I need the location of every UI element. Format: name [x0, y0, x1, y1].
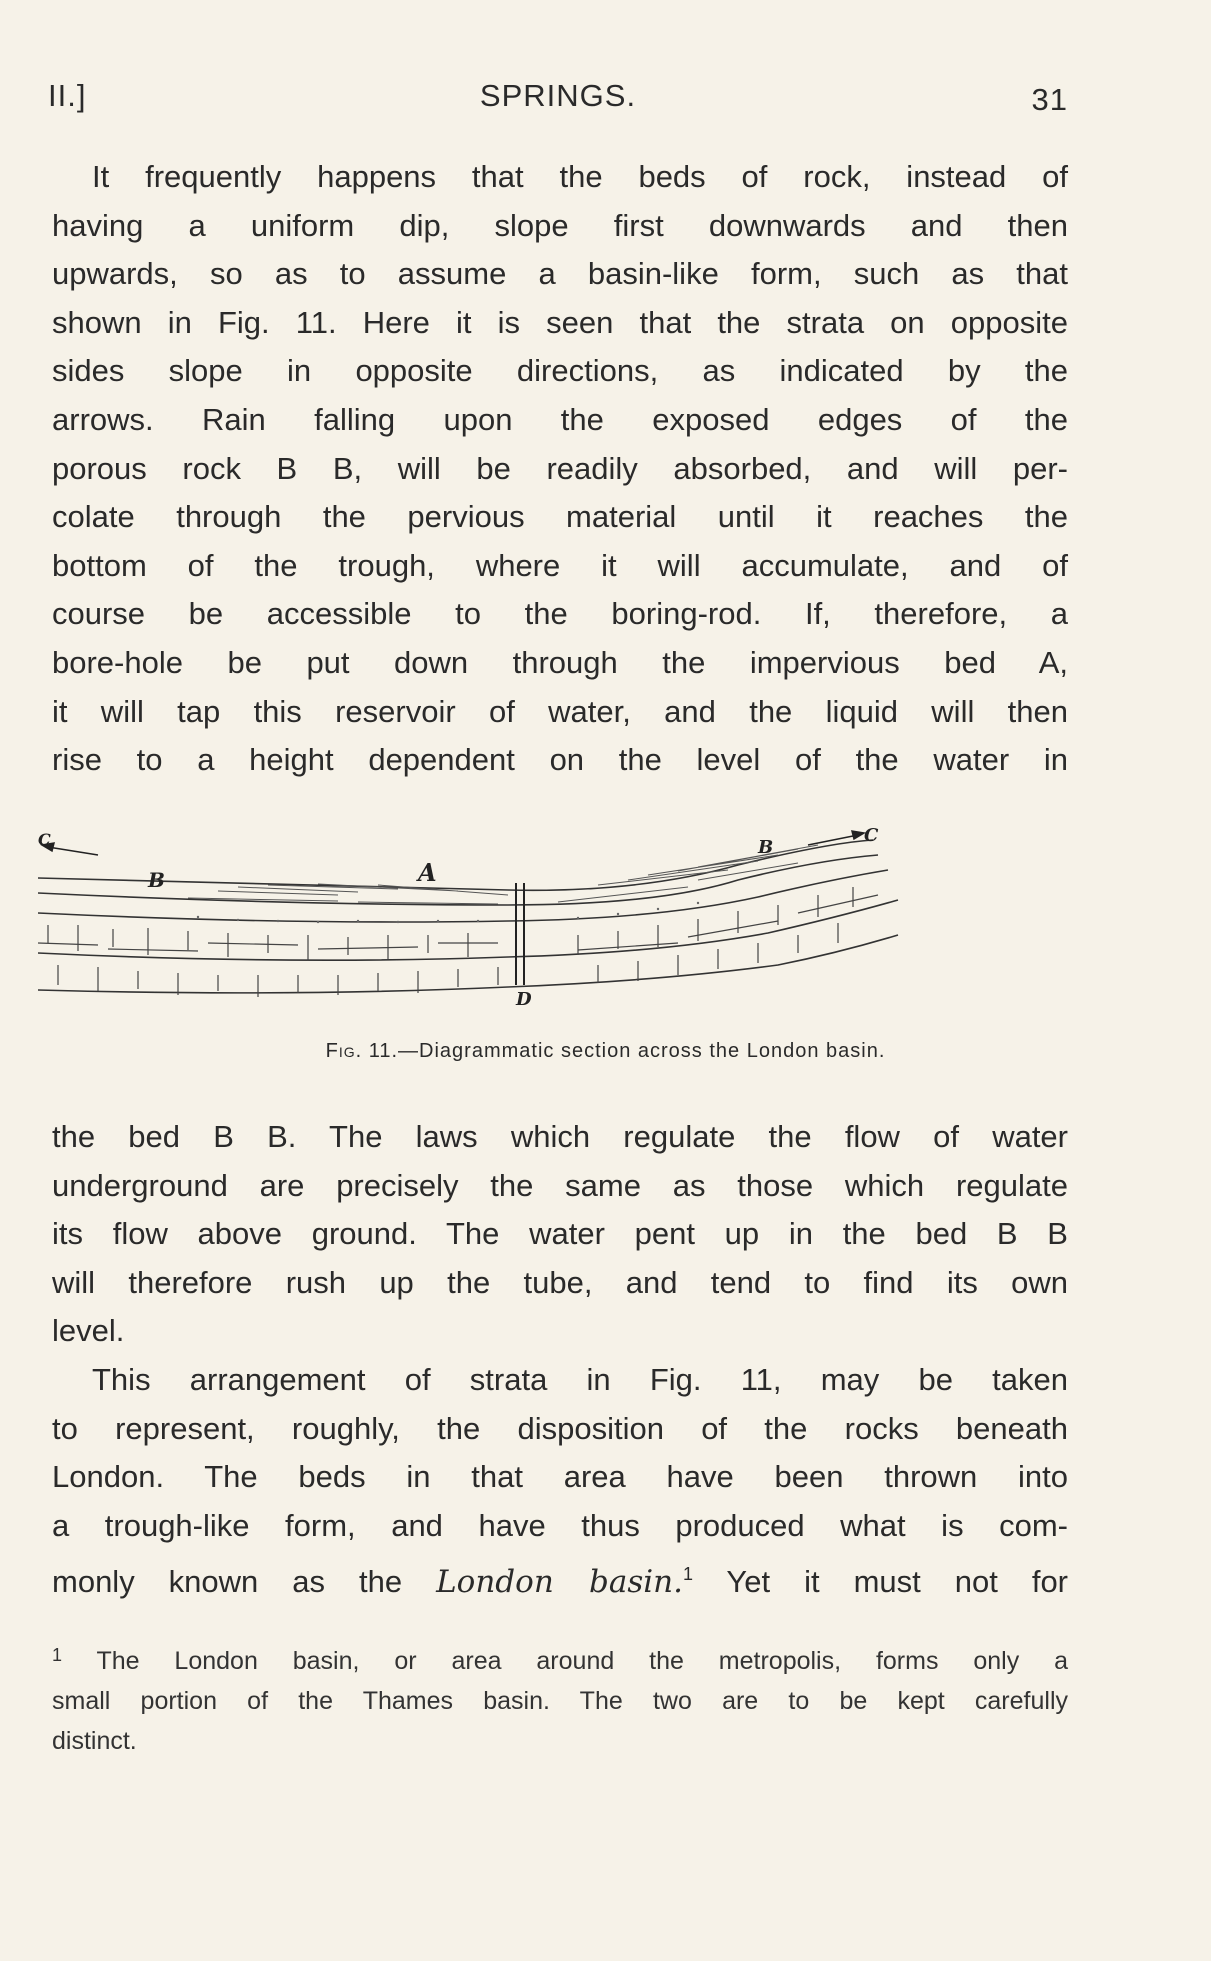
footnote-line: small portion of the Thames basin. The two are to be kept carefully — [52, 1687, 1068, 1715]
text-line: sides slope in opposite directions, as indicated by the — [52, 353, 1068, 389]
text-line: to represent, roughly, the disposition of the rocks beneath — [52, 1410, 1068, 1446]
footnote-mark: 1 — [52, 1645, 63, 1665]
text-segment: Yet it must not for — [693, 1564, 1069, 1600]
label-d: D — [516, 989, 532, 1010]
text-line: arrows. Rain falling upon the exposed edges of the — [52, 401, 1068, 437]
text-line: course be accessible to the boring-rod. If, therefore, a — [52, 596, 1068, 632]
text-line: shown in Fig. 11. Here it is seen that the strata on opposite — [52, 304, 1068, 340]
bore-hole-tube — [516, 883, 524, 985]
label-b-right: B — [758, 837, 774, 858]
text-line: bore-hole be put down through the impervious bed A, — [52, 644, 1068, 680]
paragraph-1 — [52, 153, 1068, 785]
text-line: level. — [52, 1313, 125, 1349]
figure-number: Fig. 11. — [325, 1040, 399, 1062]
label-c-right: C — [864, 825, 879, 846]
text-line: it will tap this reservoir of water, and the liquid will then — [52, 693, 1068, 729]
paragraph-2 — [52, 1113, 1068, 1356]
flow-arrows — [42, 831, 864, 855]
page-number: 31 — [1031, 82, 1068, 117]
text-line: colate through the pervious material until it reaches the — [52, 499, 1068, 535]
text-segment: monly known as the — [52, 1564, 437, 1600]
text-line: its flow above ground. The water pent up in the bed B B — [52, 1216, 1068, 1252]
running-title: SPRINGS. — [479, 78, 637, 113]
chapter-number: II.] — [48, 78, 87, 113]
paragraph-3 — [52, 1356, 1068, 1599]
text-line: This arrangement of strata in Fig. 11, may be taken — [92, 1362, 1068, 1397]
text-line: a trough-like form, and have thus produced what is com- — [52, 1507, 1068, 1543]
label-a: A — [418, 858, 437, 887]
footnote — [52, 1635, 1068, 1761]
caption-text: —Diagrammatic section across the London basin. — [398, 1040, 886, 1062]
footnote-reference: 1 — [682, 1564, 693, 1585]
footnote-text: The London basin, or area around the metropolis, forms only a — [62, 1647, 1068, 1675]
porous-top-line — [38, 870, 888, 922]
text-line: the bed B B. The laws which regulate the flow of water — [52, 1119, 1068, 1154]
text-line-with-italic — [52, 1550, 1068, 1599]
text-line: upwards, so as to assume a basin-like form, such as that — [52, 256, 1068, 292]
footnote-line — [52, 1635, 1068, 1681]
text-line: will therefore rush up the tube, and tend to find its own — [52, 1264, 1068, 1300]
footnote-line: distinct. — [52, 1727, 137, 1755]
text-line: It frequently happens that the beds of rock, instead of — [92, 159, 1068, 194]
label-b-left: B — [148, 868, 165, 892]
label-c-left: C — [38, 830, 51, 849]
clay-hatching — [188, 845, 818, 904]
figure-caption — [0, 1040, 1211, 1063]
text-line: bottom of the trough, where it will accumulate, and of — [52, 547, 1068, 583]
text-line: rise to a height dependent on the level of the water in — [52, 742, 1068, 778]
italic-term: London basin. — [436, 1564, 683, 1601]
text-line: underground are precisely the same as those which regulate — [52, 1167, 1068, 1203]
text-line: London. The beds in that area have been thrown into — [52, 1459, 1068, 1495]
london-basin-diagram — [38, 825, 1078, 1010]
text-line: having a uniform dip, slope first downwards and then — [52, 207, 1068, 243]
running-head — [48, 78, 1068, 118]
text-line: porous rock B B, will be readily absorbed, and will per- — [52, 450, 1068, 486]
